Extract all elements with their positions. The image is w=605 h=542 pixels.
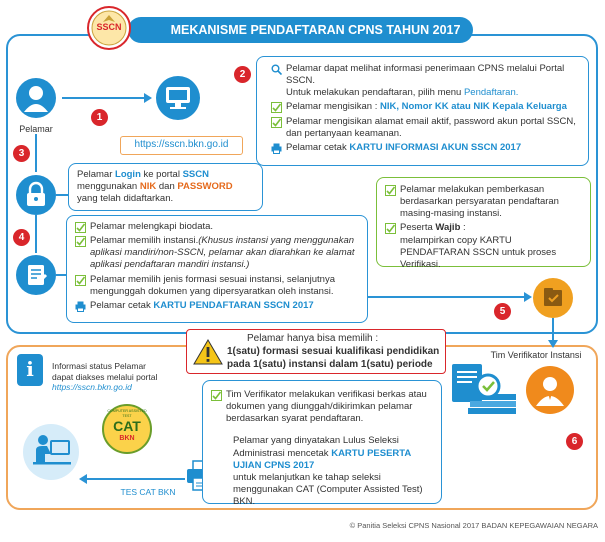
magnifier-icon [271,64,282,75]
edit-check-icon [271,117,282,128]
kartu-peserta-ujian: KARTU PESERTA UJIAN CPNS 2017 [233,447,411,471]
step3-text-g: dan [156,181,178,193]
step4-instansi-text: Pelamar memilih instansi. [90,235,199,247]
step5-item-pemberkasan [385,184,584,220]
arrow-pelamar-to-login [35,134,37,172]
nik-highlight: NIK [139,181,157,193]
check-icon [211,390,222,401]
step-number-3: 3 [13,145,30,162]
verifikator-icon [526,366,574,414]
step-number-5: 5 [494,303,511,320]
cat-badge-text: CAT [113,418,141,434]
cat-badge-sub: BKN [119,435,135,442]
arrow-head-icon [79,474,87,484]
step-number-1: 1 [91,109,108,126]
password-highlight: PASSWORD [177,181,233,193]
step4-item-formasi [75,274,361,298]
step-number-6: 6 [566,433,583,450]
cat-ring-text: COMPUTER ASSISTED TEST [107,409,147,418]
logo-text: SSCN [96,22,122,32]
step2-info-line2: Untuk melakukan pendaftaran, pilih menu [286,87,464,99]
info-icon: i [17,354,43,386]
tim-verifikator-label: Tim Verifikator Instansi [490,350,582,360]
folder-icon [533,278,573,318]
step2-nik-fields: NIK, Nomor KK atau NIK Kepala Keluarga [379,101,567,113]
step6-cat-text: untuk melanjutkan ke tahap seleksi menggunakan CAT (Computer Assisted Test) BKN. [233,471,423,508]
check-icon [75,222,86,233]
pelamar-label: Pelamar [19,124,53,134]
form-icon [16,255,56,295]
step6-lulus-text: Pelamar yang dinyatakan Lulus Seleksi Administrasi mencetak [233,435,399,459]
warning-line1: Pelamar hanya bisa memilih : [247,333,379,344]
step-number-4: 4 [13,229,30,246]
login-highlight: Login [115,169,141,180]
step4-item-biodata [75,221,361,233]
page-title: MEKANISME PENDAFTARAN CPNS TAHUN 2017 [170,23,461,37]
warning-box [186,329,446,374]
portal-url-text[interactable]: https://sscn.bkn.go.id [134,139,229,150]
step-number-2: 2 [234,66,251,83]
kartu-informasi-akun: KARTU INFORMASI AKUN SSCN 2017 [349,141,522,153]
step2-item-nik [271,101,582,113]
step5-card [376,177,591,270]
step5-pemberkasan-text: Pelamar melakukan pemberkasan berdasarkan persyaratan pendaftaran masing-masing instansi. [400,184,559,220]
step2-item-print [271,142,582,154]
step3-text-e: menggunakan [77,181,140,193]
arrow-pelamar-to-portal [62,97,146,99]
printer-icon [271,143,282,154]
sscn-logo [87,6,131,50]
sscn-highlight: SSCN [182,169,209,180]
arrow-print-to-cat [85,478,185,480]
step2-info-line1: Pelamar dapat melihat informasi penerimaan CPNS melalui Portal SSCN. [286,63,565,87]
info-status-url[interactable]: https://sscn.bkn.go.id [52,382,132,393]
header-bar [128,17,473,43]
edit-check-icon [271,102,282,113]
step4-card [66,215,368,323]
warning-line3: pada 1(satu) instansi dalam 1(satu) periode [227,358,433,370]
step3-card [68,163,263,211]
step3-text-i: yang telah didaftarkan. [77,193,174,205]
step2-email-text: Pelamar mengisikan alamat email aktif, password akun portal SSCN, dan pertanyaan keamanan. [286,115,576,139]
portal-url-link[interactable] [120,136,243,155]
check-icon [385,223,396,234]
check-icon [75,275,86,286]
kartu-pendaftaran: KARTU PENDAFTARAN SSCN 2017 [153,299,314,311]
wajib-highlight: Wajib [435,222,461,234]
pelamar-icon [16,78,56,118]
info-status-line2: dapat diakses melalui portal [52,371,158,382]
step6-card [202,380,442,508]
warning-line2: 1(satu) formasi sesuai kualifikasi pendidikan [227,345,440,357]
arrow-to-berkas [368,296,526,298]
step4-formasi-text: Pelamar memilih jenis formasi sesuai instansi, selanjutnya mengunggah dokumen yang dipersyaratkan oleh instansi. [90,273,335,297]
cat-bkn-logo [102,404,152,454]
step3-text-a: Pelamar [77,169,116,180]
step2-item-email [271,116,582,140]
step4-item-print [75,300,361,312]
step4-print-label: Pelamar cetak [90,299,154,311]
step2-info [271,63,582,99]
pendaftaran-menu-link: Pendaftaran. [463,87,519,99]
step5-peserta-label: Peserta [400,222,436,234]
check-icon [385,185,396,196]
check-icon [75,236,86,247]
computer-icon [156,76,200,120]
step4-biodata-text: Pelamar melengkapi biodata. [90,221,214,232]
arrow-berkas-to-tim [552,318,554,342]
step4-item-instansi [75,235,361,271]
arrow-login-to-biodata [35,215,37,253]
info-status-text [52,361,202,393]
step3-text-c: ke portal [140,169,183,180]
step4-instansi-note: (Khusus instansi yang menggunakan aplikasi mandiri/non-SSCN, pelamar akan diarahkan ke alamat aplikasi pendaftaran mandiri instansi.) [90,235,355,271]
step2-print-label: Pelamar cetak [286,141,350,153]
documents-icon [448,362,518,418]
footer-credit: © Panitia Seleksi CPNS Nasional 2017 BADAN KEPEGAWAIAN NEGARA [349,521,598,530]
step6-item-verifikasi [211,389,433,425]
arrow-head-icon [548,340,558,348]
arrow-head-icon [144,93,152,103]
lock-icon [16,175,56,215]
computer-user-icon [23,424,79,480]
step5-colon: : [460,222,466,234]
step2-nik-label: Pelamar mengisikan : [286,101,380,113]
info-status-line1: Informasi status Pelamar [52,361,147,371]
step5-wajib-text: melampirkan copy KARTU PENDAFTARAN SSCN untuk proses Verifikasi. [400,234,557,270]
step5-item-wajib [385,222,584,271]
step6-verifikasi-text: Tim Verifikator melakukan verifikasi berkas atau dokumen yang diunggah/dikirimkan pelamar berdasarkan syarat pendaftaran. [226,389,427,425]
step6-lulus [211,435,433,508]
printer-icon [75,301,86,312]
arrow-head-icon [524,292,532,302]
step2-card [256,56,589,166]
tes-cat-label: TES CAT BKN [120,487,176,497]
